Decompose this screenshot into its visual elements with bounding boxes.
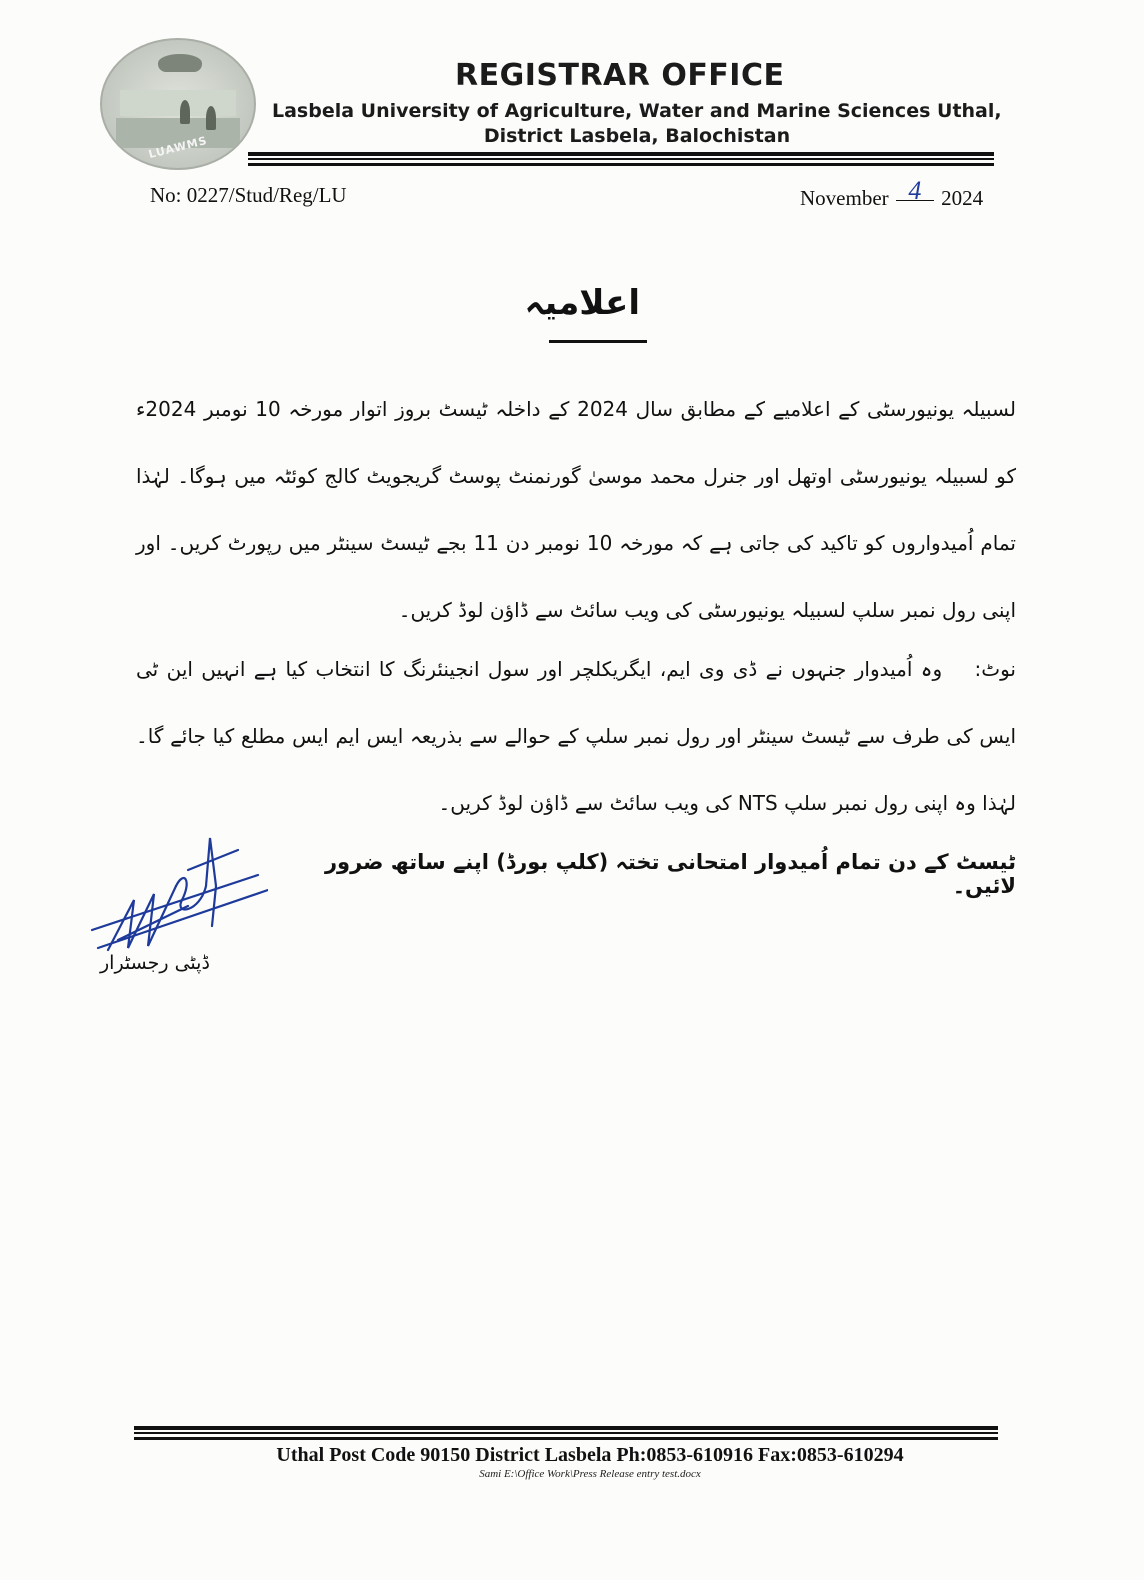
- note-text: وہ اُمیدوار جنہوں نے ڈی وی ایم، ایگریکلچر اور سول انجینئرنگ کا انتخاب کیا ہے انہیں این ٹی ایس کی طرف سے ٹیسٹ سینٹر اور رول نمبر سلپ کے حوالے سے بذریعہ ایس ایم ایس مطلع کیا جائے گا۔ لہٰذا وہ اپنی رول نمبر سلپ NTS کی ویب سائٹ سے ڈاؤن لوڈ کریں۔: [136, 657, 1016, 815]
- university-logo: [100, 38, 256, 170]
- reference-number: No: 0227/Stud/Reg/LU: [150, 183, 347, 207]
- footer-rule-thin: [134, 1437, 998, 1440]
- university-name: Lasbela University of Agriculture, Water and Marine Sciences Uthal,: [272, 100, 1002, 122]
- header-rule-thin: [248, 163, 994, 166]
- closing-instruction: ٹیسٹ کے دن تمام اُمیدوار امتحانی تختہ (کلپ بورڈ) اپنے ساتھ ضرور لائیں۔: [324, 850, 1016, 898]
- university-location: District Lasbela, Balochistan: [483, 125, 791, 147]
- footer-file-path: Sami E:\Office Work\Press Release entry test.docx: [479, 1468, 701, 1480]
- footer-address: Uthal Post Code 90150 District Lasbela Ph:0853-610916 Fax:0853-610294: [276, 1444, 904, 1466]
- title-underline: [549, 340, 647, 343]
- signatory-title: ڈپٹی رجسٹرار: [100, 952, 210, 974]
- notice-paragraph-main: لسبیلہ یونیورسٹی کے اعلامیے کے مطابق سال 2024 کے داخلہ ٹیسٹ بروز اتوار مورخہ 10 نومبر 2024ء کو لسبیلہ یونیورسٹی اوتھل اور جنرل محمد موسیٰ گورنمنٹ پوسٹ گریجویٹ کالج کوئٹہ میں ہوگا۔ لہٰذا تمام اُمیدواروں کو تاکید کی جاتی ہے کہ مورخہ 10 نومبر دن 11 بجے ٹیسٹ سینٹر میں رپورٹ کریں۔ اور اپنی رول نمبر سلپ لسبیلہ یونیورسٹی کی ویب سائٹ سے ڈاؤن لوڈ کریں۔: [136, 397, 1016, 622]
- notice-paragraph-note: [136, 636, 1016, 837]
- date-day-handwritten: 4: [896, 182, 934, 201]
- logo-text: LUAWMS: [147, 133, 209, 162]
- date-month: November: [800, 186, 889, 210]
- book-emblem-icon: [158, 54, 202, 72]
- office-title: REGISTRAR OFFICE: [455, 58, 785, 93]
- document-date: [800, 176, 984, 211]
- header-rule-middle: [248, 158, 994, 160]
- palm-tree-icon: [206, 106, 216, 130]
- palm-tree-icon: [180, 100, 190, 124]
- footer-rule-middle: [134, 1432, 998, 1434]
- date-year: 2024: [941, 186, 984, 210]
- footer-rule-thick: [134, 1426, 998, 1430]
- notice-title: اعلامیہ: [524, 283, 640, 323]
- note-label: نوٹ:: [974, 657, 1016, 681]
- header-rule-thick: [248, 152, 994, 156]
- signature-icon: [88, 830, 268, 970]
